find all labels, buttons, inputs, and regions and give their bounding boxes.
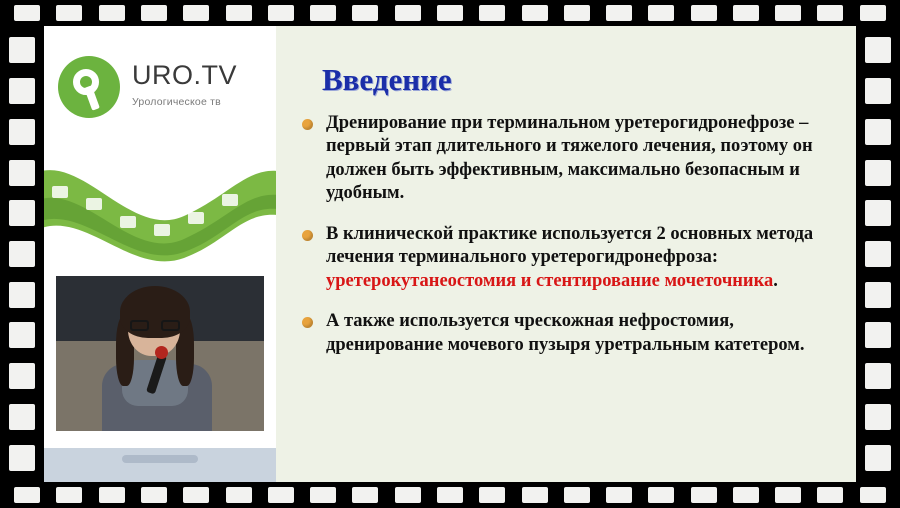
slide-title: Введение <box>322 62 452 97</box>
slide-bullet-item <box>300 310 838 357</box>
film-perforation-hole <box>865 160 891 186</box>
film-perforation-hole <box>9 78 35 104</box>
film-perforation-hole <box>865 37 891 63</box>
bullet-text-highlight: уретерокутанеостомия и стентирование мочеточника <box>326 270 774 291</box>
film-perforation-hole <box>9 404 35 430</box>
film-perforation-strip-top <box>0 0 900 26</box>
film-perforation-hole <box>268 487 294 503</box>
speaker-video-thumbnail[interactable] <box>56 276 264 431</box>
film-perforation-hole <box>865 322 891 348</box>
film-perforation-hole <box>9 200 35 226</box>
film-perforation-hole <box>183 5 209 21</box>
presentation-slide <box>276 26 856 482</box>
film-perforation-hole <box>860 5 886 21</box>
film-perforation-hole <box>522 487 548 503</box>
film-perforation-hole <box>606 5 632 21</box>
film-perforation-hole <box>395 5 421 21</box>
film-perforation-hole <box>479 487 505 503</box>
brand-subtitle: Урологическое тв <box>132 96 221 108</box>
film-perforation-hole <box>9 160 35 186</box>
film-perforation-hole <box>9 322 35 348</box>
bullet-text: В клинической практике используется 2 основных метода лечения терминального уретерогидронефроза: <box>326 223 814 268</box>
film-perforation-hole <box>310 487 336 503</box>
film-perforation-hole <box>9 363 35 389</box>
film-perforation-hole <box>352 5 378 21</box>
bullet-text: Дренирование при терминальном уретерогидронефрозе – первый этап длительного и тяжелого лечения, поэтому он должен быть эффективным, максимально безопасным и удобным. <box>326 113 813 204</box>
film-perforation-hole <box>817 5 843 21</box>
logo-text-block <box>132 56 237 108</box>
slide-bullet-item <box>300 223 838 293</box>
film-perforation-hole <box>606 487 632 503</box>
player-bar-notch <box>122 455 198 463</box>
film-perforation-hole <box>865 363 891 389</box>
slide-bullet-list <box>300 112 838 357</box>
film-perforation-hole <box>437 5 463 21</box>
film-perforation-hole <box>865 404 891 430</box>
film-perforation-hole <box>648 5 674 21</box>
film-perforation-hole <box>183 487 209 503</box>
film-perforation-strip-right <box>856 26 900 482</box>
player-bottom-bar <box>44 448 276 482</box>
film-perforation-hole <box>860 487 886 503</box>
film-perforation-hole <box>310 5 336 21</box>
film-perforation-hole <box>865 78 891 104</box>
film-perforation-hole <box>56 5 82 21</box>
film-perforation-hole <box>437 487 463 503</box>
bullet-dot-icon <box>302 317 313 328</box>
film-perforation-hole <box>395 487 421 503</box>
film-perforation-hole <box>56 487 82 503</box>
speaker-glasses-icon <box>130 320 180 332</box>
film-perforation-hole <box>14 487 40 503</box>
glasses-lens-left <box>130 320 149 331</box>
green-ribbon-decoration <box>44 146 276 272</box>
film-perforation-hole <box>817 487 843 503</box>
film-perforation-hole <box>99 487 125 503</box>
bullet-dot-icon <box>302 230 313 241</box>
left-panel <box>44 26 276 482</box>
film-perforation-hole <box>775 5 801 21</box>
film-perforation-hole <box>691 5 717 21</box>
video-frame-content <box>44 26 856 482</box>
bullet-dot-icon <box>302 119 313 130</box>
film-perforation-hole <box>865 200 891 226</box>
film-perforation-hole <box>141 5 167 21</box>
film-perforation-hole <box>733 5 759 21</box>
glasses-lens-right <box>161 320 180 331</box>
film-perforation-hole <box>14 5 40 21</box>
bullet-text: А также используется чрескожная нефростомия, дренирование мочевого пузыря уретральным катетером. <box>326 311 805 355</box>
film-perforation-hole <box>648 487 674 503</box>
film-perforation-hole <box>9 37 35 63</box>
film-perforation-hole <box>9 119 35 145</box>
film-perforation-hole <box>865 445 891 471</box>
uro-leaf-logo-icon <box>58 56 120 118</box>
film-perforation-hole <box>226 5 252 21</box>
film-perforation-hole <box>141 487 167 503</box>
film-perforation-hole <box>733 487 759 503</box>
film-perforation-hole <box>9 241 35 267</box>
film-perforation-hole <box>479 5 505 21</box>
film-perforation-strip-left <box>0 26 44 482</box>
film-perforation-hole <box>9 445 35 471</box>
bullet-text-tail: . <box>773 270 778 291</box>
film-perforation-hole <box>226 487 252 503</box>
branding-panel <box>44 26 276 272</box>
brand-title: URO.TV <box>132 60 238 90</box>
film-perforation-strip-bottom <box>0 482 900 508</box>
film-perforation-hole <box>564 487 590 503</box>
film-perforation-hole <box>691 487 717 503</box>
film-perforation-hole <box>522 5 548 21</box>
film-perforation-hole <box>865 241 891 267</box>
film-perforation-hole <box>352 487 378 503</box>
film-perforation-hole <box>564 5 590 21</box>
slide-bullet-item <box>300 112 838 206</box>
film-perforation-hole <box>865 119 891 145</box>
film-perforation-hole <box>268 5 294 21</box>
film-perforation-hole <box>9 282 35 308</box>
logo-lockup <box>58 56 237 118</box>
film-perforation-hole <box>99 5 125 21</box>
microphone-head <box>155 346 168 359</box>
film-perforation-hole <box>775 487 801 503</box>
film-perforation-hole <box>865 282 891 308</box>
